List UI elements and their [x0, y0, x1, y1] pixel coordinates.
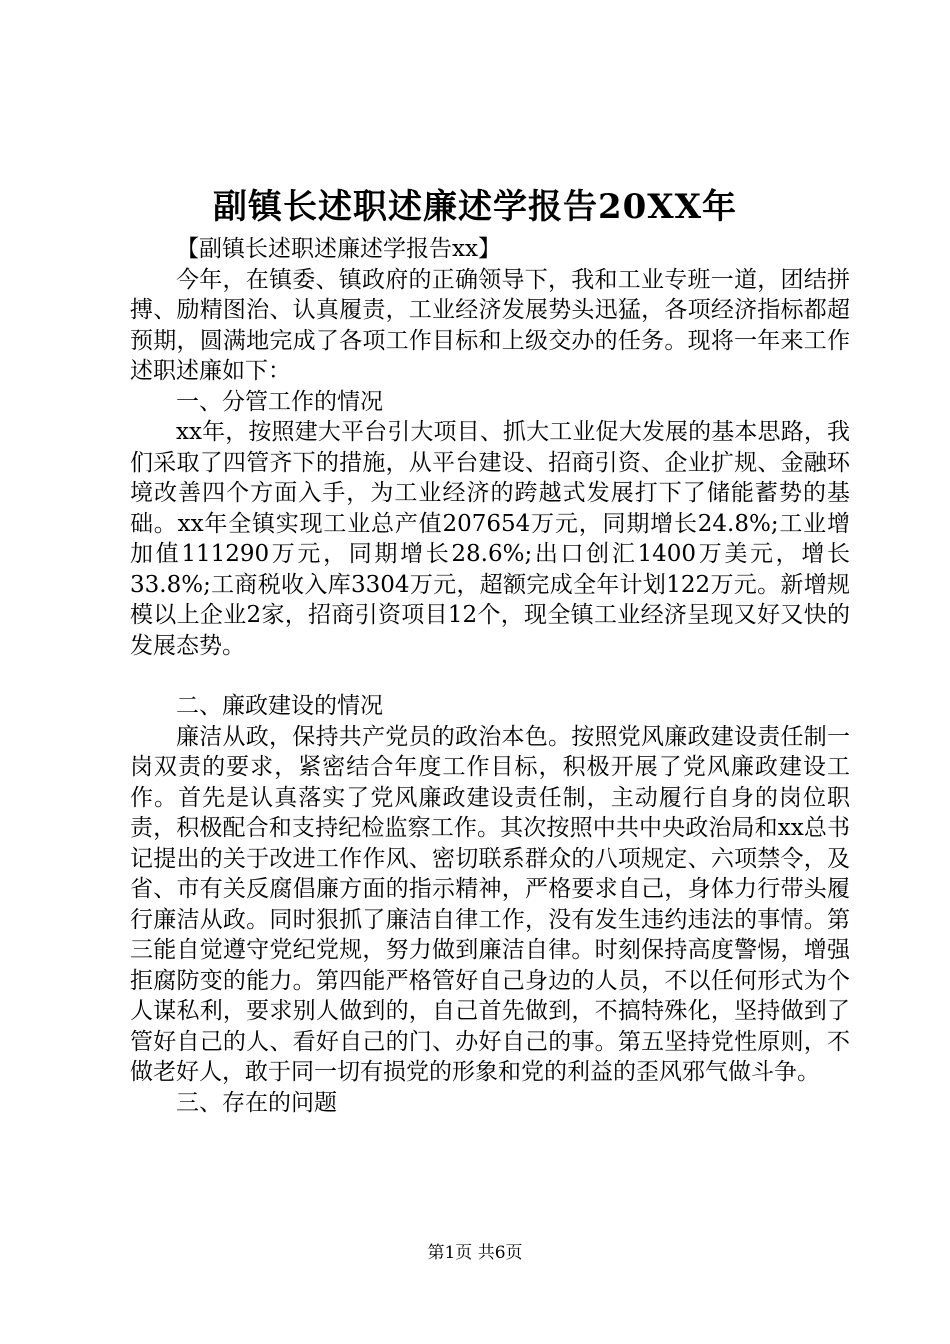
paragraph-work: xx年，按照建大平台引大项目、抓大工业促大发展的基本思路，我们采取了四管齐下的措施，从平台建设、招商引资、企业扩规、金融环境改善四个方面入手，为工业经济的跨越式发展打下了储能蓄势的基础。xx年全镇实现工业总产值207654万元，同期增长24.8%;工业增加值111290万元，同期增长28.6%;出口创汇1400万美元，增长33.8%;工商税收入库3304万元，超额完成全年计划122万元。新增规模以上企业2家，招商引资项目12个，现全镇工业经济呈现又好又快的发展态势。 — [130, 419, 850, 659]
page-number-footer: 第1页 共6页 — [427, 1243, 523, 1263]
document-body — [130, 234, 850, 1118]
section-heading-3: 三、存在的问题 — [176, 1089, 337, 1116]
paragraph-intro: 今年，在镇委、镇政府的正确领导下，我和工业专班一道，团结拼搏、励精图治、认真履责，工业经济发展势头迅猛，各项经济指标都超预期，圆满地完成了各项工作目标和上级交办的任务。现将一年来工作述职述廉如下： — [130, 266, 850, 384]
document-title: 副镇长述职述廉述学报告20XX年 — [212, 187, 738, 227]
paragraph-integrity: 廉洁从政，保持共产党员的政治本色。按照党风廉政建设责任制一岗双责的要求，紧密结合年度工作目标，积极开展了党风廉政建设工作。首先是认真落实了党风廉政建设责任制，主动履行自身的岗位职责，积极配合和支持纪检监察工作。其次按照中共中央政治局和xx总书记提出的关于改进工作作风、密切联系群众的八项规定、六项禁令，及省、市有关反腐倡廉方面的指示精神，严格要求自己，身体力行带头履行廉洁从政。同时狠抓了廉洁自律工作，没有发生违约违法的事情。第三能自觉遵守党纪党规，努力做到廉洁自律。时刻保持高度警惕，增强拒腐防变的能力。第四能严格管好自己身边的人员，不以任何形式为个人谋私利，要求别人做到的，自己首先做到，不搞特殊化，坚持做到了管好自己的人、看好自己的门、办好自己的事。第五坚持党性原则，不做老好人，敢于同一切有损党的形象和党的利益的歪风邪气做斗争。 — [130, 723, 850, 1085]
paragraph-subtitle: 【副镇长述职述廉述学报告xx】 — [176, 236, 501, 262]
section-heading-1: 一、分管工作的情况 — [176, 388, 383, 415]
section-heading-2: 二、廉政建设的情况 — [176, 693, 383, 719]
